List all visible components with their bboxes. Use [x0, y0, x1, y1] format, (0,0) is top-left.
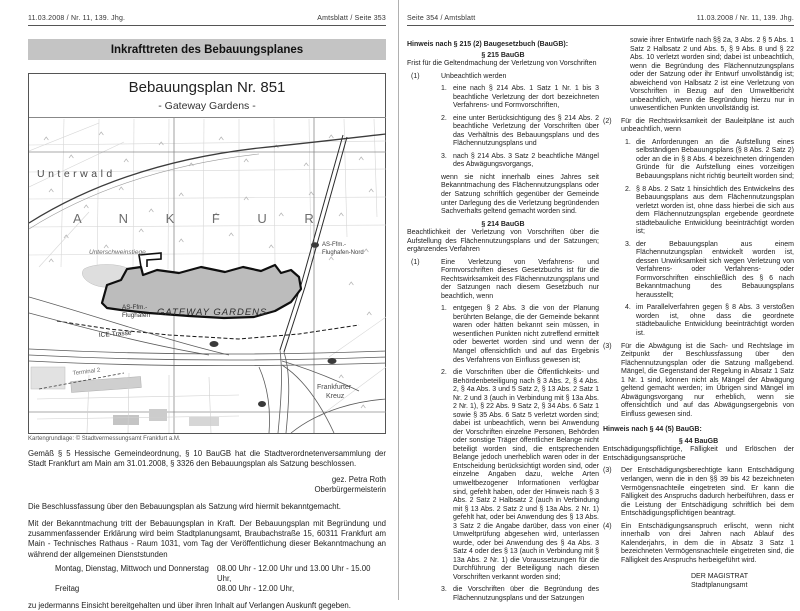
s214-abs2	[603, 118, 794, 135]
page-354-header-date: 11.03.2008 / Nr. 11, 139. Jhg.	[696, 15, 794, 22]
s214-abs3-text: Für die Abwägung ist die Sach- und Rechtslage im Zeitpunkt der Beschlussfassung über den Flächennutzungsplan oder die Satzung maßgebend. Mängel, die Gegenstand der Regelung in Absatz 1 Satz 1 Nr. 1 sind, können nicht als Mängel der Abwägung geltend gemacht werden; im Übrigen sind Mängel im Abwägungsvorgang nur erheblich, wenn sie offensichtlich und auf das Abwägungsergebnis von Einfluss gewesen sind.	[621, 342, 794, 418]
item-text: die Vorschriften über die Begründung des Flächennutzungsplans und der Satzungen	[453, 586, 599, 602]
item-text: nach § 214 Abs. 3 Satz 2 beachtliche Mängel des Abwägungsvorgangs,	[453, 152, 599, 169]
s215-abs1-marker: (1)	[411, 72, 420, 80]
magistrat-line2: Stadtplanungsamt	[691, 582, 748, 590]
hinweis-44-heading: Hinweis nach § 44 (5) BauGB:	[603, 426, 702, 434]
item-text: entgegen § 2 Abs. 3 die von der Planung berührten Belange, die der Gemeinde bekannt waren oder hätten bekannt sein müssen, in wesentlichen Punkten nicht zutreffend ermittelt oder bewertet worden sind und wenn der Mangel offensichtlich und auf das Ergebnis des Verfahrens von Einfluss gewesen ist;	[453, 305, 599, 364]
item-text: § 8 Abs. 2 Satz 1 hinsichtlich des Entwickelns des Bebauungsplans aus dem Flächennutzungsplan verletzt worden ist, ohne dass hierbei die sich aus dem Flächennutzungsplan ergebende geordnete städtebauliche Entwicklung beeinträchtigt worden ist;	[636, 185, 794, 236]
magistrat-line1: DER MAGISTRAT	[691, 573, 749, 581]
map-label-as-flughafen: AS-Ffm.- Flughafen	[122, 303, 151, 319]
s44-abs3-marker: (3)	[603, 467, 612, 475]
map-svg	[29, 117, 386, 433]
signature-block	[28, 475, 386, 495]
column-a	[407, 37, 599, 603]
page-353-header	[28, 15, 386, 26]
s44-abs4-text: Ein Entschädigungsanspruch erlischt, wenn nicht innerhalb von drei Jahren nach Ablauf des Kalenderjahrs, in dem die in Absatz 3 Satz 1 bezeichneten Vermögensnachteile eingetreten sind, die Fälligkeit des Anspruchs herbeigeführt wird.	[621, 522, 794, 564]
s44-abs4	[603, 523, 794, 566]
column-b	[603, 37, 794, 603]
s215-abs1-text: Unbeachtlich werden	[441, 72, 507, 80]
map-label-as-nord: AS-Ffm.- Flughafen-Nord	[322, 241, 364, 256]
signature-title: Oberbürgermeisterin	[314, 484, 386, 494]
item-number: 3.	[625, 240, 631, 248]
item-number: 1.	[625, 138, 631, 146]
s214-abs2-marker: (2)	[603, 117, 612, 125]
s214-abs1-item2	[407, 369, 599, 582]
s44-title: § 44 BauGB	[678, 437, 719, 445]
s44-abs3-text: Der Entschädigungsberechtigte kann Entschädigung verlangen, wenn die in den §§ 39 bis 42 bezeichneten Vermögensnachteile eingetreten sind. Er kann die Fälligkeit des Anspruchs dadurch herbeiführen, dass er die Leistung der Entschädigung schriftlich bei dem Entschädigungspflichtigen beantragt.	[621, 467, 794, 518]
map-title: Bebauungsplan Nr. 851	[128, 79, 286, 96]
s215-abs1-item1	[407, 85, 599, 111]
map-label-unterschweinstiege: Unterschweinstiege	[89, 248, 146, 256]
map-label-ice-trasse: ICE-Trasse	[98, 329, 132, 339]
s215-title: § 215 BauGB	[481, 51, 525, 59]
item-text: der Bebauungsplan aus einem Flächennutzungsplan entwickelt worden ist, dessen Unwirksamkeit sich wegen Verletzung von Verfahrens- oder Verfahrens- oder Formvorschriften einschließlich des § 6 nach Bekanntmachung des Bebauungsplans herausstellt;	[636, 240, 794, 299]
item-number: 2.	[441, 369, 447, 377]
s214-abs3	[603, 343, 794, 420]
para-beschluss: Gemäß § 5 Hessische Gemeindeordnung, § 10 BauGB hat die Stadtverordnetenversammlung der Stadt Frankfurt am Main am 31.01.2008, § 3326 den Bebauungsplan als Satzung beschlossen.	[28, 448, 386, 468]
signature-name: gez. Petra Roth	[331, 474, 386, 484]
hinweis-215-heading: Hinweis nach § 215 (2) Baugesetzbuch (BauGB):	[407, 41, 569, 48]
map-subtitle: - Gateway Gardens -	[158, 99, 256, 112]
item-number: 1.	[441, 85, 447, 93]
page-353-header-pageno: Amtsblatt / Seite 353	[317, 15, 386, 22]
s215-abs1-tail: wenn sie nicht innerhalb eines Jahres seit Bekanntmachung des Flächennutzungsplans oder der Satzung schriftlich gegenüber der Gemeinde unter Darlegung des die Verletzung begründenden Sachverhalts geltend gemacht worden sind.	[441, 173, 599, 216]
item-text: eine nach § 214 Abs. 1 Satz 1 Nr. 1 bis 3 beachtliche Verletzung der dort bezeichneten Verfahrens- und Formvorschriften,	[453, 85, 599, 110]
s215-subtitle: Frist für die Geltendmachung der Verletzung von Vorschriften	[407, 60, 597, 68]
map-label-gateway-gardens: GATEWAY GARDENS	[157, 306, 268, 318]
s214-abs1	[407, 259, 599, 302]
s214-abs1-text: Eine Verletzung von Verfahrens- und Formvorschriften dieses Gesetzbuchs ist für die Rechtswirksamkeit des Flächennutzungsplans und der Satzungen nach diesem Gesetzbuch nur beachtlich, wenn	[441, 258, 599, 300]
s215-abs1	[407, 73, 599, 82]
page-353-header-date: 11.03.2008 / Nr. 11, 139. Jhg.	[28, 15, 126, 22]
map-label-frankfurter-kreuz: Frankfurter Kreuz	[317, 383, 352, 400]
opening-hours-table	[55, 564, 386, 594]
item-number: 2.	[625, 185, 631, 193]
frankfurter-kreuz-interchange	[259, 350, 386, 433]
para-einsicht: zu jedermanns Einsicht bereitgehalten und über ihren Inhalt auf Verlangen Auskunft gegeben.	[28, 601, 351, 610]
map-label-unterwald: Unterwald	[37, 167, 116, 180]
item-text: im Parallelverfahren gegen § 8 Abs. 3 verstoßen worden ist, ohne dass die geordnete städtebauliche Entwicklung beeinträchtigt worden ist.	[636, 304, 794, 337]
para-inkrafttreten: Mit der Bekanntmachung tritt der Bebauungsplan in Kraft. Der Bebauungsplan mit Begründung und zusammenfassender Erklärung wird beim Stadtplanungsamt, Braubachstraße 15, 60311 Frankfurt am Main - Technisches Rathaus - Raum 1031, vom Tag der Veröffentlichung dieser Bekanntmachung an während der allgemeinen Dienststunden	[28, 519, 386, 559]
article-title-bar: Inkrafttreten des Bebauungsplanes	[28, 39, 386, 60]
s44-abs4-marker: (4)	[603, 522, 612, 530]
map-caption: Kartengrundlage: © Stadtvermessungsamt Frankfurt a.M.	[28, 435, 181, 442]
s44-abs3	[603, 467, 794, 518]
hours-days-2: Freitag	[55, 583, 80, 593]
item-text: die Vorschriften über die Öffentlichkeits- und Behördenbeteiligung nach § 3 Abs. 2, § 4 Abs. 2, § 4a Abs. 3 und 5 Satz 2, § 13 Abs. 2 Satz 1 Nr. 2 und 3 (auch in Verbindung mit § 13a Abs. 2 Nr. 1), § 22 Abs. 9 Satz 2, § 34 Abs. 6 Satz 1 sowie § 35 Abs. 6 Satz 5 verletzt worden sind; dabei ist unbeachtlich, wenn bei Anwendung der Vorschriften einzelne Personen, Behörden oder sonstige Träger öffentlicher Belange nicht beteiligt worden sind, die entsprechenden Belange jedoch unerheblich waren oder in der Entscheidung berücksichtigt worden sind, oder einzelne Angaben dazu, welche Arten umweltbezogener Informationen verfügbar sind, gefehlt haben, oder der Hinweis nach § 3 Abs. 2 Satz 2 Halbsatz 2 (auch in Verbindung mit § 13 Abs. 2 Satz 2 und § 13a Abs. 2 Nr. 1) gefehlt hat, oder bei Anwendung des § 13 Abs. 3 Satz 2 die Angabe darüber, dass von einer Umweltprüfung abgesehen wird, unterlassen wurde, oder bei Anwendung des § 4a Abs. 3 Satz 4 oder des § 13 (auch in Verbindung mit § 13a Abs. 2 Nr. 1) die Voraussetzungen für die Durchführung der Beteiligung nach diesen Vorschriften verkannt worden sind;	[453, 369, 599, 581]
item-number: 1.	[441, 305, 447, 313]
page-354	[399, 0, 800, 600]
s214-abs2-item3	[603, 241, 794, 301]
page-354-header	[407, 15, 794, 26]
page-354-header-pageno: Seite 354 / Amtsblatt	[407, 15, 476, 22]
s214-subtitle: Beachtlichkeit der Verletzung von Vorschriften über die Aufstellung des Flächennutzungsplans und der Satzungen; ergänzendes Verfahren	[407, 229, 599, 254]
s214-abs1-item3	[407, 586, 599, 603]
s214-item3-continuation: sowie ihrer Entwürfe nach §§ 2a, 3 Abs. 2 § 5 Abs. 1 Satz 2 Halbsatz 2 und Abs. 5, § 9 Abs. 8 und § 22 Abs. 10 verletzt worden sind; dabei ist unbeachtlich, wenn die Begründung des Flächennutzungsplans oder der Satzung oder ihr Entwurf unvollständig ist; abweichend von Halbsatz 2 ist eine Verletzung von Vorschriften in Bezug auf den Umweltbericht unbeachtlich, wenn die Begründung hierzu nur in unwesentlichen Punkten unvollständig ist.	[630, 37, 794, 113]
hours-days-1: Montag, Dienstag, Mittwoch und Donnerstag	[55, 563, 209, 573]
s214-abs1-item1	[407, 305, 599, 365]
item-number: 2.	[441, 114, 447, 122]
s214-abs2-item2	[603, 186, 794, 237]
page-353	[0, 0, 399, 610]
s214-abs2-text: Für die Rechtswirksamkeit der Bauleitpläne ist auch unbeachtlich, wenn	[621, 117, 794, 134]
legal-text-columns	[407, 37, 794, 603]
para-bekanntmachung: Die Beschlussfassung über den Bebauungsplan als Satzung wird hiermit bekanntgemacht.	[28, 502, 341, 511]
s44-subtitle: Entschädigungspflichtige, Fälligkeit und Erlöschen der Entschädigungsansprüche	[603, 446, 794, 462]
s214-abs1-marker: (1)	[411, 258, 420, 266]
item-number: 3.	[441, 586, 447, 594]
s214-abs2-item1	[603, 139, 794, 182]
item-number: 4.	[625, 304, 631, 312]
hours-times-2: 08.00 Uhr - 12.00 Uhr,	[217, 583, 295, 593]
s214-abs3-marker: (3)	[603, 342, 612, 350]
s214-abs2-item4	[603, 304, 794, 338]
s215-abs1-item2	[407, 115, 599, 149]
item-number: 3.	[441, 152, 447, 160]
hours-times-1: 08.00 Uhr - 12.00 Uhr und 13.00 Uhr - 15.00 Uhr,	[217, 563, 371, 583]
map-label-frankfurt: A N K F U R	[73, 210, 331, 226]
map-figure	[28, 73, 386, 434]
item-text: die Anforderungen an die Aufstellung eines selbständigen Bebauungsplans (§ 8 Abs. 2 Satz 2) oder an die in § 8 Abs. 4 bezeichneten dringenden Gründe für die Aufstellung eines vorzeitigen Bebauungsplans nicht richtig beurteilt worden sind;	[636, 138, 794, 180]
magistrat-block	[691, 572, 794, 590]
s214-title: § 214 BauGB	[481, 220, 525, 228]
map-label-terminal2: Terminal 2	[72, 367, 101, 377]
item-text: eine unter Berücksichtigung des § 214 Abs. 2 beachtliche Verletzung der Vorschriften über das Verhältnis des Bebauungsplans und des Flächennutzungsplans und	[453, 114, 599, 148]
map-airport-area	[31, 367, 239, 433]
s215-abs1-item3	[407, 153, 599, 170]
